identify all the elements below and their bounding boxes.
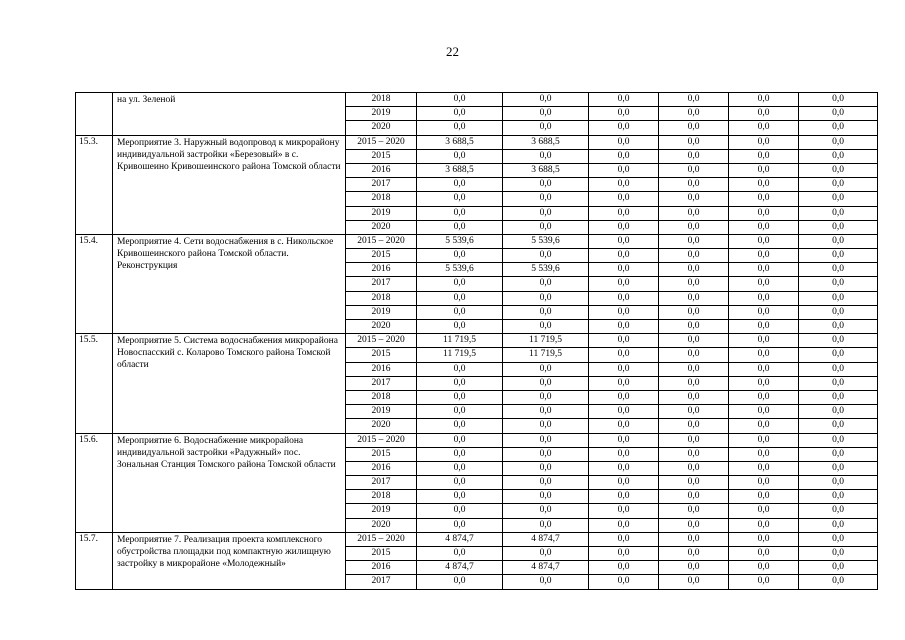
year-cell: 2016	[346, 263, 417, 277]
table-row	[76, 433, 878, 447]
year-cell: 2018	[346, 390, 417, 404]
value-cell: 0,0	[503, 419, 589, 433]
item-number: 15.5.	[76, 334, 113, 433]
value-cell: 0,0	[503, 575, 589, 589]
value-cell: 0,0	[659, 561, 729, 575]
year-cell: 2015	[346, 348, 417, 362]
year-cell: 2015 – 2020	[346, 135, 417, 149]
value-cell: 0,0	[799, 490, 878, 504]
value-cell: 0,0	[589, 178, 659, 192]
year-cell: 2016	[346, 163, 417, 177]
value-cell: 0,0	[589, 575, 659, 589]
value-cell: 0,0	[799, 376, 878, 390]
value-cell: 0,0	[417, 504, 503, 518]
year-cell: 2019	[346, 504, 417, 518]
value-cell: 0,0	[729, 135, 799, 149]
value-cell: 0,0	[659, 405, 729, 419]
value-cell: 0,0	[659, 178, 729, 192]
value-cell: 0,0	[799, 405, 878, 419]
value-cell: 0,0	[589, 320, 659, 334]
value-cell: 0,0	[589, 206, 659, 220]
value-cell: 0,0	[799, 504, 878, 518]
value-cell: 0,0	[659, 362, 729, 376]
value-cell: 0,0	[799, 334, 878, 348]
value-cell: 0,0	[417, 305, 503, 319]
value-cell: 0,0	[503, 320, 589, 334]
table-row	[76, 93, 878, 107]
value-cell: 5 539,6	[417, 263, 503, 277]
value-cell: 0,0	[503, 504, 589, 518]
value-cell: 0,0	[503, 547, 589, 561]
item-number	[76, 93, 113, 136]
value-cell: 0,0	[729, 178, 799, 192]
value-cell: 0,0	[729, 192, 799, 206]
value-cell: 0,0	[729, 575, 799, 589]
budget-table	[75, 92, 878, 590]
value-cell: 0,0	[729, 121, 799, 135]
value-cell: 4 874,7	[417, 561, 503, 575]
value-cell: 0,0	[799, 575, 878, 589]
value-cell: 0,0	[799, 93, 878, 107]
value-cell: 4 874,7	[503, 561, 589, 575]
value-cell: 0,0	[659, 135, 729, 149]
item-title: Мероприятие 6. Водоснабжение микрорайона индивидуальной застройки «Радужный» пос. Зональная Станция Томского района Томской области	[113, 433, 346, 532]
value-cell: 0,0	[417, 433, 503, 447]
value-cell: 0,0	[799, 220, 878, 234]
page-number: 22	[446, 44, 459, 59]
value-cell: 0,0	[659, 433, 729, 447]
value-cell: 0,0	[729, 220, 799, 234]
value-cell: 0,0	[503, 433, 589, 447]
value-cell: 0,0	[659, 263, 729, 277]
value-cell: 4 874,7	[503, 532, 589, 546]
value-cell: 0,0	[589, 220, 659, 234]
value-cell: 0,0	[659, 107, 729, 121]
value-cell: 0,0	[589, 291, 659, 305]
value-cell: 0,0	[503, 405, 589, 419]
item-number: 15.4.	[76, 234, 113, 333]
value-cell: 0,0	[659, 447, 729, 461]
value-cell: 0,0	[799, 121, 878, 135]
value-cell: 0,0	[503, 518, 589, 532]
value-cell: 11 719,5	[503, 334, 589, 348]
value-cell: 0,0	[659, 504, 729, 518]
value-cell: 0,0	[417, 192, 503, 206]
value-cell: 0,0	[799, 249, 878, 263]
value-cell: 0,0	[589, 518, 659, 532]
value-cell: 0,0	[503, 277, 589, 291]
value-cell: 0,0	[659, 476, 729, 490]
value-cell: 0,0	[503, 220, 589, 234]
value-cell: 0,0	[659, 461, 729, 475]
value-cell: 0,0	[417, 149, 503, 163]
value-cell: 0,0	[799, 419, 878, 433]
value-cell: 0,0	[729, 518, 799, 532]
value-cell: 0,0	[503, 461, 589, 475]
value-cell: 4 874,7	[417, 532, 503, 546]
value-cell: 0,0	[799, 461, 878, 475]
item-number: 15.3.	[76, 135, 113, 234]
value-cell: 3 688,5	[503, 135, 589, 149]
value-cell: 0,0	[417, 405, 503, 419]
value-cell: 0,0	[729, 532, 799, 546]
value-cell: 0,0	[659, 163, 729, 177]
year-cell: 2017	[346, 277, 417, 291]
value-cell: 0,0	[729, 263, 799, 277]
table-row	[76, 334, 878, 348]
value-cell: 0,0	[729, 206, 799, 220]
year-cell: 2015	[346, 447, 417, 461]
year-cell: 2020	[346, 320, 417, 334]
value-cell: 0,0	[799, 277, 878, 291]
value-cell: 0,0	[659, 291, 729, 305]
value-cell: 0,0	[799, 149, 878, 163]
value-cell: 0,0	[589, 547, 659, 561]
item-title: Мероприятие 4. Сети водоснабжения в с. Никольское Кривошеинского района Томской области. Реконструкция	[113, 234, 346, 333]
value-cell: 0,0	[729, 362, 799, 376]
value-cell: 0,0	[729, 419, 799, 433]
item-number: 15.6.	[76, 433, 113, 532]
value-cell: 0,0	[799, 291, 878, 305]
value-cell: 0,0	[729, 561, 799, 575]
value-cell: 0,0	[589, 390, 659, 404]
year-cell: 2018	[346, 192, 417, 206]
value-cell: 0,0	[417, 320, 503, 334]
value-cell: 0,0	[659, 121, 729, 135]
value-cell: 0,0	[589, 461, 659, 475]
value-cell: 0,0	[503, 362, 589, 376]
value-cell: 0,0	[799, 192, 878, 206]
value-cell: 0,0	[659, 220, 729, 234]
value-cell: 0,0	[417, 390, 503, 404]
value-cell: 0,0	[417, 206, 503, 220]
value-cell: 0,0	[799, 390, 878, 404]
item-title: Мероприятие 3. Наружный водопровод к микрорайону индивидуальной застройки «Березовый» в с. Кривошеино Кривошеинского района Томской области	[113, 135, 346, 234]
value-cell: 0,0	[503, 206, 589, 220]
value-cell: 0,0	[589, 249, 659, 263]
year-cell: 2017	[346, 178, 417, 192]
value-cell: 0,0	[589, 135, 659, 149]
value-cell: 0,0	[417, 249, 503, 263]
year-cell: 2015 – 2020	[346, 334, 417, 348]
value-cell: 0,0	[799, 547, 878, 561]
year-cell: 2019	[346, 206, 417, 220]
value-cell: 0,0	[659, 348, 729, 362]
year-cell: 2018	[346, 291, 417, 305]
value-cell: 0,0	[729, 433, 799, 447]
value-cell: 0,0	[417, 547, 503, 561]
value-cell: 0,0	[417, 178, 503, 192]
value-cell: 5 539,6	[417, 234, 503, 248]
table-row	[76, 135, 878, 149]
value-cell: 0,0	[659, 334, 729, 348]
value-cell: 0,0	[799, 206, 878, 220]
value-cell: 0,0	[729, 376, 799, 390]
value-cell: 0,0	[659, 518, 729, 532]
value-cell: 0,0	[659, 192, 729, 206]
value-cell: 0,0	[799, 135, 878, 149]
value-cell: 0,0	[503, 476, 589, 490]
value-cell: 0,0	[417, 461, 503, 475]
value-cell: 0,0	[799, 476, 878, 490]
value-cell: 0,0	[659, 234, 729, 248]
value-cell: 0,0	[799, 320, 878, 334]
year-cell: 2020	[346, 121, 417, 135]
value-cell: 0,0	[589, 334, 659, 348]
value-cell: 0,0	[589, 121, 659, 135]
value-cell: 5 539,6	[503, 234, 589, 248]
value-cell: 0,0	[729, 320, 799, 334]
value-cell: 0,0	[503, 305, 589, 319]
value-cell: 0,0	[589, 348, 659, 362]
value-cell: 0,0	[589, 476, 659, 490]
value-cell: 0,0	[417, 575, 503, 589]
year-cell: 2020	[346, 220, 417, 234]
value-cell: 0,0	[659, 390, 729, 404]
value-cell: 0,0	[729, 461, 799, 475]
value-cell: 0,0	[589, 433, 659, 447]
year-cell: 2020	[346, 419, 417, 433]
year-cell: 2015 – 2020	[346, 532, 417, 546]
value-cell: 11 719,5	[417, 348, 503, 362]
value-cell: 0,0	[729, 277, 799, 291]
value-cell: 0,0	[799, 362, 878, 376]
value-cell: 0,0	[503, 93, 589, 107]
value-cell: 0,0	[503, 447, 589, 461]
value-cell: 11 719,5	[417, 334, 503, 348]
value-cell: 0,0	[729, 107, 799, 121]
value-cell: 0,0	[589, 376, 659, 390]
value-cell: 0,0	[659, 277, 729, 291]
table-row	[76, 532, 878, 546]
value-cell: 0,0	[659, 490, 729, 504]
value-cell: 0,0	[417, 518, 503, 532]
year-cell: 2015 – 2020	[346, 234, 417, 248]
value-cell: 0,0	[659, 249, 729, 263]
value-cell: 0,0	[729, 490, 799, 504]
value-cell: 0,0	[503, 249, 589, 263]
value-cell: 0,0	[417, 107, 503, 121]
value-cell: 3 688,5	[417, 163, 503, 177]
value-cell: 0,0	[799, 163, 878, 177]
value-cell: 0,0	[503, 121, 589, 135]
value-cell: 0,0	[799, 263, 878, 277]
value-cell: 0,0	[659, 419, 729, 433]
value-cell: 0,0	[729, 93, 799, 107]
year-cell: 2019	[346, 107, 417, 121]
value-cell: 0,0	[799, 305, 878, 319]
value-cell: 0,0	[417, 121, 503, 135]
value-cell: 0,0	[729, 249, 799, 263]
value-cell: 0,0	[417, 277, 503, 291]
value-cell: 0,0	[503, 149, 589, 163]
value-cell: 0,0	[729, 234, 799, 248]
value-cell: 0,0	[729, 305, 799, 319]
value-cell: 0,0	[799, 178, 878, 192]
value-cell: 0,0	[589, 234, 659, 248]
value-cell: 0,0	[417, 220, 503, 234]
year-cell: 2016	[346, 561, 417, 575]
value-cell: 0,0	[589, 93, 659, 107]
value-cell: 0,0	[799, 447, 878, 461]
value-cell: 0,0	[659, 547, 729, 561]
item-title: Мероприятие 5. Система водоснабжения микрорайона Новоспасский с. Коларово Томского района Томской области	[113, 334, 346, 433]
value-cell: 0,0	[659, 320, 729, 334]
value-cell: 0,0	[729, 149, 799, 163]
value-cell: 0,0	[659, 376, 729, 390]
value-cell: 0,0	[417, 490, 503, 504]
value-cell: 0,0	[729, 405, 799, 419]
value-cell: 0,0	[589, 419, 659, 433]
value-cell: 0,0	[503, 390, 589, 404]
value-cell: 5 539,6	[503, 263, 589, 277]
value-cell: 0,0	[589, 362, 659, 376]
value-cell: 0,0	[503, 291, 589, 305]
year-cell: 2017	[346, 376, 417, 390]
value-cell: 0,0	[417, 93, 503, 107]
value-cell: 0,0	[589, 490, 659, 504]
value-cell: 0,0	[417, 376, 503, 390]
table-row	[76, 234, 878, 248]
value-cell: 0,0	[589, 192, 659, 206]
value-cell: 0,0	[417, 362, 503, 376]
value-cell: 0,0	[729, 476, 799, 490]
value-cell: 0,0	[799, 518, 878, 532]
value-cell: 0,0	[503, 490, 589, 504]
value-cell: 0,0	[799, 561, 878, 575]
value-cell: 0,0	[729, 334, 799, 348]
year-cell: 2015 – 2020	[346, 433, 417, 447]
item-title: на ул. Зеленой	[113, 93, 346, 136]
value-cell: 0,0	[417, 419, 503, 433]
value-cell: 0,0	[503, 376, 589, 390]
value-cell: 0,0	[417, 291, 503, 305]
item-title: Мероприятие 7. Реализация проекта комплексного обустройства площадки под компактную жилищную застройку в микрорайоне «Молодежный»	[113, 532, 346, 589]
value-cell: 0,0	[589, 149, 659, 163]
value-cell: 0,0	[659, 305, 729, 319]
value-cell: 0,0	[589, 277, 659, 291]
value-cell: 0,0	[659, 532, 729, 546]
year-cell: 2015	[346, 149, 417, 163]
value-cell: 0,0	[503, 192, 589, 206]
year-cell: 2018	[346, 93, 417, 107]
value-cell: 0,0	[799, 107, 878, 121]
value-cell: 0,0	[589, 163, 659, 177]
value-cell: 0,0	[589, 263, 659, 277]
value-cell: 0,0	[589, 447, 659, 461]
year-cell: 2016	[346, 362, 417, 376]
value-cell: 0,0	[659, 93, 729, 107]
year-cell: 2020	[346, 518, 417, 532]
value-cell: 0,0	[729, 447, 799, 461]
value-cell: 0,0	[799, 348, 878, 362]
value-cell: 0,0	[589, 561, 659, 575]
value-cell: 0,0	[799, 532, 878, 546]
value-cell: 0,0	[417, 447, 503, 461]
value-cell: 0,0	[729, 348, 799, 362]
value-cell: 0,0	[729, 504, 799, 518]
year-cell: 2018	[346, 490, 417, 504]
item-number: 15.7.	[76, 532, 113, 589]
year-cell: 2015	[346, 547, 417, 561]
year-cell: 2017	[346, 575, 417, 589]
value-cell: 0,0	[589, 405, 659, 419]
year-cell: 2019	[346, 305, 417, 319]
value-cell: 0,0	[729, 163, 799, 177]
value-cell: 0,0	[589, 504, 659, 518]
value-cell: 0,0	[503, 178, 589, 192]
year-cell: 2017	[346, 476, 417, 490]
value-cell: 3 688,5	[417, 135, 503, 149]
value-cell: 0,0	[503, 107, 589, 121]
value-cell: 0,0	[417, 476, 503, 490]
value-cell: 0,0	[729, 291, 799, 305]
year-cell: 2016	[346, 461, 417, 475]
value-cell: 0,0	[799, 234, 878, 248]
value-cell: 0,0	[799, 433, 878, 447]
value-cell: 0,0	[729, 390, 799, 404]
value-cell: 0,0	[729, 547, 799, 561]
value-cell: 11 719,5	[503, 348, 589, 362]
value-cell: 0,0	[589, 107, 659, 121]
value-cell: 0,0	[659, 206, 729, 220]
value-cell: 0,0	[659, 149, 729, 163]
value-cell: 3 688,5	[503, 163, 589, 177]
value-cell: 0,0	[589, 305, 659, 319]
year-cell: 2019	[346, 405, 417, 419]
year-cell: 2015	[346, 249, 417, 263]
value-cell: 0,0	[659, 575, 729, 589]
value-cell: 0,0	[589, 532, 659, 546]
